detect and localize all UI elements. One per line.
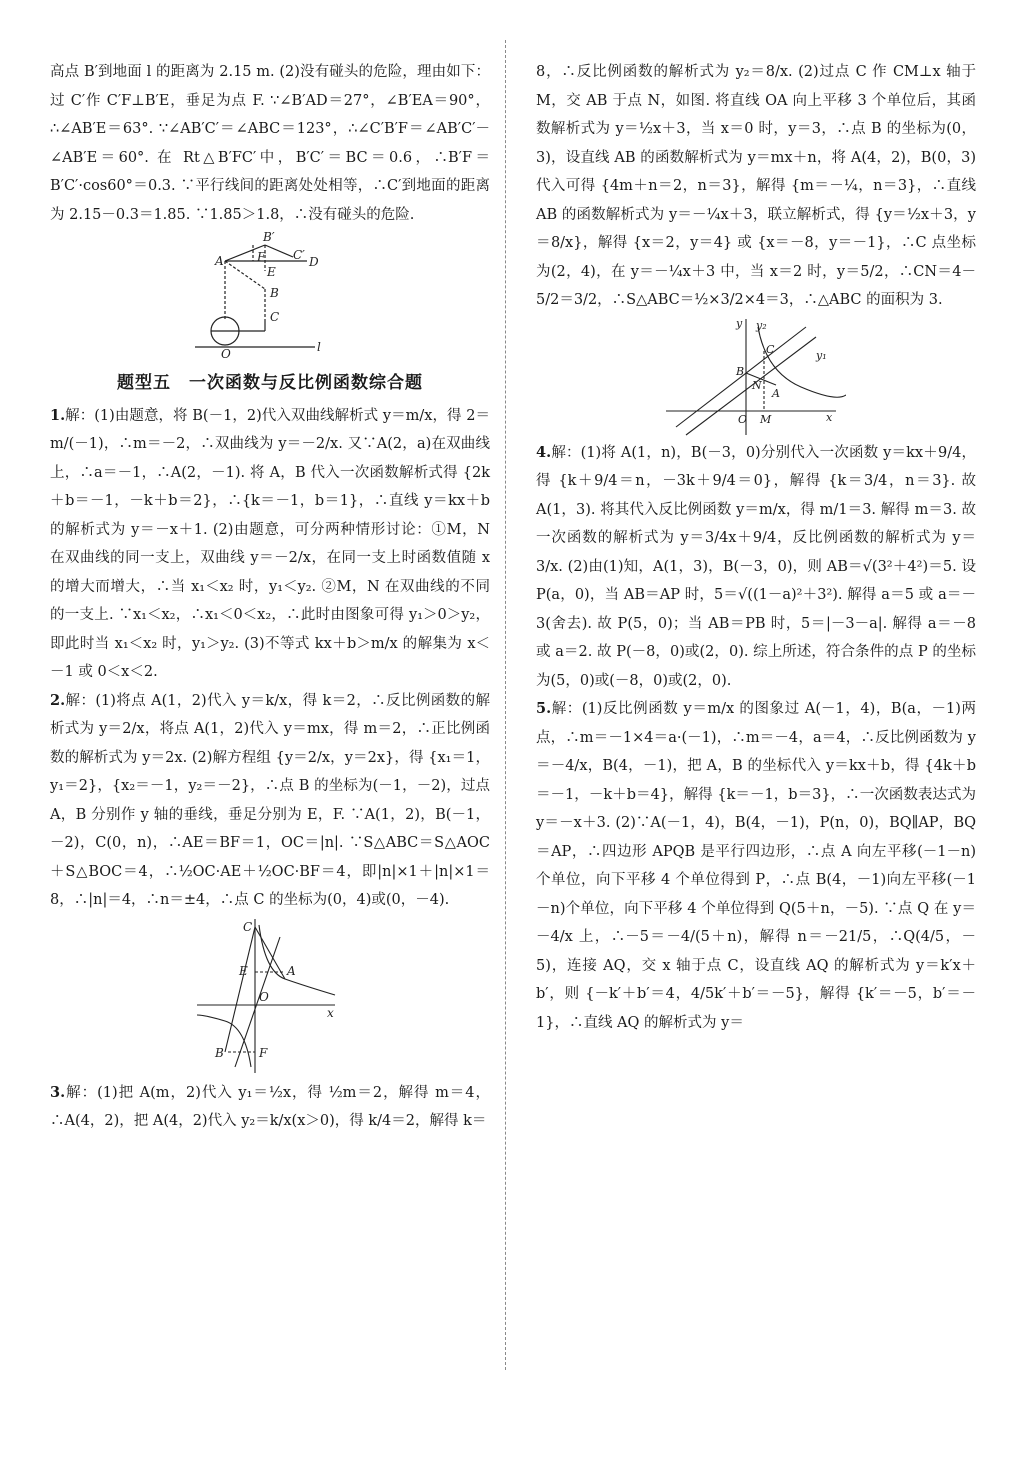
label-A: A [215, 254, 224, 268]
label-F: F [259, 1045, 268, 1060]
label-y2: y₂ [756, 318, 767, 332]
label-y1: y₁ [816, 348, 827, 362]
label-B: B [736, 364, 745, 378]
question-3-continued: 8，∴反比例函数的解析式为 y₂＝8/x. (2)过点 C 作 CM⊥x 轴于 M，交 AB 于点 N，如图. 将直线 OA 向上平移 3 个单位后，其函数解析式为 y＝½x＋3，当 x＝0 时，y＝3，∴点 B 的坐标为(0，3)，设直线 AB 的函数解析式为 y＝mx＋n，将 A(4，2)，B(0，3)代入可得 {4m＋n＝2，n＝3}，解得 {m＝－¼，n＝3}，∴直线 AB 的函数解析式为 y＝－¼x＋3，联立解析式，得 {y＝½x＋3，y＝8/x}，解得 {x＝2，y＝4} 或 {x＝－8，y＝－1}，∴C 点坐标为(2，4)，在 y＝－¼x＋3 中，当 x＝2 时，y＝5/2，∴CN＝4－5/2＝3/2，∴S△ABC＝½×3/2×4＝3，∴△ABC 的面积为 3. [536, 64, 976, 308]
question-3-text: 解：(1)把 A(m，2)代入 y₁＝½x，得 ½m＝2，解得 m＝4，∴A(4，2)，把 A(4，2)代入 y₂＝k/x(x＞0)，得 k/4＝2，解得 k＝ [50, 1084, 490, 1129]
question-4 [536, 439, 976, 696]
label-D: D [309, 255, 319, 269]
label-y: y [736, 316, 743, 330]
label-E: E [267, 265, 276, 279]
label-N: N [752, 378, 762, 392]
label-B: B [215, 1045, 224, 1060]
label-C: C [243, 919, 253, 934]
question-2-number: 2. [50, 691, 66, 709]
question-4-number: 4. [536, 443, 552, 461]
label-l: l [317, 340, 321, 354]
label-O: O [221, 347, 231, 359]
label-A: A [287, 963, 296, 978]
question-5-text: 解：(1)反比例函数 y＝m/x 的图象过 A(－1，4)，B(a，－1)两点，∴m＝－1×4＝a·(－1)，∴m＝－4，a＝4，∴反比例函数为 y＝－4/x，B(4，－1)，把 A，B 的坐标代入 y＝kx＋b，得 {4k＋b＝－1，－k＋b＝4}，解得 {k＝－1，b＝3}，∴一次函数表达式为 y＝－x＋3. (2)∵A(－1，4)，B(4，－1)，P(n，0)，BQ∥AP，BQ＝AP，∴四边形 APQB 是平行四边形，∴点 A 向左平移(－1－n)个单位，向下平移 4 个单位得到 P，∴点 B(4，－1)向左平移(－1－n)个单位，向下平移 4 个单位得到 Q(5＋n，－5). ∵点 Q 在 y＝－4/x 上，∴－5＝－4/(5＋n)，解得 n＝－21/5，∴Q(4/5，－5)，连接 AQ，交 x 轴于点 C，设直线 AQ 的解析式为 y＝k′x＋b′，则 {－k′＋b′＝4，4/5k′＋b′＝－5}，解得 {k′＝－5，b′＝－1}，∴直线 AQ 的解析式为 y＝ [536, 701, 976, 1031]
question-1-number: 1. [50, 406, 66, 424]
figure-hyperbola-q2 [195, 917, 345, 1077]
label-B-prime: B′ [263, 231, 275, 244]
question-3 [50, 1079, 490, 1136]
right-column [536, 58, 976, 1037]
question-1 [50, 402, 490, 687]
label-C-prime: C′ [293, 248, 305, 262]
figure-rotated-frame [195, 231, 345, 359]
label-E: E [239, 963, 248, 978]
q-previous-conclusion: 高点 B′到地面 l 的距离为 2.15 m. (2)没有碰头的危险，理由如下：过 C′作 C′F⊥B′E，垂足为点 F. ∵∠B′AD＝27°，∠B′EA＝90°，∴∠AB′E＝63°. ∵∠AB′C′＝∠ABC＝123°，∴∠C′B′F＝∠AB′C′－∠AB′E＝60°. 在 Rt△B′FC′中，B′C′＝BC＝0.6，∴B′F＝B′C′·cos60°＝0.3. ∵平行线间的距离处处相等，∴C′到地面的距离为 2.15－0.3＝1.85. ∵1.85＞1.8，∴没有碰头的危险. [50, 64, 490, 223]
question-2-text: 解：(1)将点 A(1，2)代入 y＝k/x，得 k＝2，∴反比例函数的解析式为 y＝2/x，将点 A(1，2)代入 y＝mx，得 m＝2，∴正比例函数的解析式为 y＝2x. (2)解方程组 {y＝2/x，y＝2x}，得 {x₁＝1，y₁＝2}，{x₂＝－1，y₂＝－2}，∴点 B 的坐标为(－1，－2)，过点 A，B 分别作 y 轴的垂线，垂足分别为 E，F. ∵A(1，2)，B(－1，－2)，C(0，n)，∴AE＝BF＝1，OC＝|n|. ∵S△ABC＝S△AOC＋S△BOC＝4，∴½OC·AE＋½OC·BF＝4，即|n|×1＋|n|×1＝8，∴|n|＝4，∴n＝±4，∴点 C 的坐标为(0，4)或(0，－4). [50, 692, 490, 908]
question-4-text: 解：(1)将 A(1，n)，B(－3，0)分别代入一次函数 y＝kx＋9/4，得 {k＋9/4＝n，－3k＋9/4＝0}，解得 {k＝3/4，n＝3}. 故 A(1，3). 将其代入反比例函数 y＝m/x，得 m/1＝3. 解得 m＝3. 故一次函数的解析式为 y＝3/4x＋9/4，反比例函数的解析式为 y＝3/x. (2)由(1)知，A(1，3)，B(－3，0)，则 AB＝√(3²＋4²)＝5. 设 P(a，0)，当 AB＝AP 时，5＝√((1－a)²＋3²). 解得 a＝5 或 a＝－3(舍去). 故 P(5，0)；当 AB＝PB 时，5＝|－3－a|. 解得 a＝－8 或 a＝2. 故 P(－8，0)或(2，0). 综上所述，符合条件的点 P 的坐标为(5，0)或(－8，0)或(2，0). [536, 444, 976, 689]
label-M: M [760, 412, 772, 426]
question-5-number: 5. [536, 700, 552, 717]
label-F: F [257, 250, 266, 264]
question-5 [536, 695, 976, 1037]
section-title: 题型五 一次函数与反比例函数综合题 [117, 373, 423, 393]
question-3-number: 3. [50, 1083, 66, 1101]
label-x: x [327, 1005, 334, 1020]
column-divider [505, 40, 506, 1370]
left-column [50, 58, 490, 1136]
label-x: x [826, 410, 833, 424]
label-B: B [270, 286, 279, 300]
figure-q3-graph [666, 317, 846, 437]
label-C: C [766, 342, 775, 356]
question-1-text: 解：(1)由题意，将 B(－1，2)代入双曲线解析式 y＝m/x，得 2＝m/(－1)，∴m＝－2，∴双曲线为 y＝－2/x. 又∵A(2，a)在双曲线上，∴a＝－1，∴A(2，－1). 将 A，B 代入一次函数解析式得 {2k＋b＝－1，－k＋b＝2}，∴{k＝－1，b＝1}，∴直线 y＝kx＋b 的解析式为 y＝－x＋1. (2)由题意，可分两种情形讨论：①M，N 在双曲线的同一支上，双曲线 y＝－2/x，在同一支上时函数值随 x 的增大而增大，∴当 x₁＜x₂ 时，y₁＜y₂. ②M，N 在双曲线的不同的一支上. ∵x₁＜x₂，∴x₁＜0＜x₂，∴此时由图象可得 y₁＞0＞y₂，即此时当 x₁＜x₂ 时，y₁＞y₂. (3)不等式 kx＋b＞m/x 的解集为 x＜－1 或 0＜x＜2. [50, 407, 490, 680]
label-A: A [772, 386, 780, 400]
question-2 [50, 687, 490, 915]
label-O: O [738, 412, 748, 426]
label-C: C [270, 310, 280, 324]
label-O: O [259, 989, 269, 1004]
